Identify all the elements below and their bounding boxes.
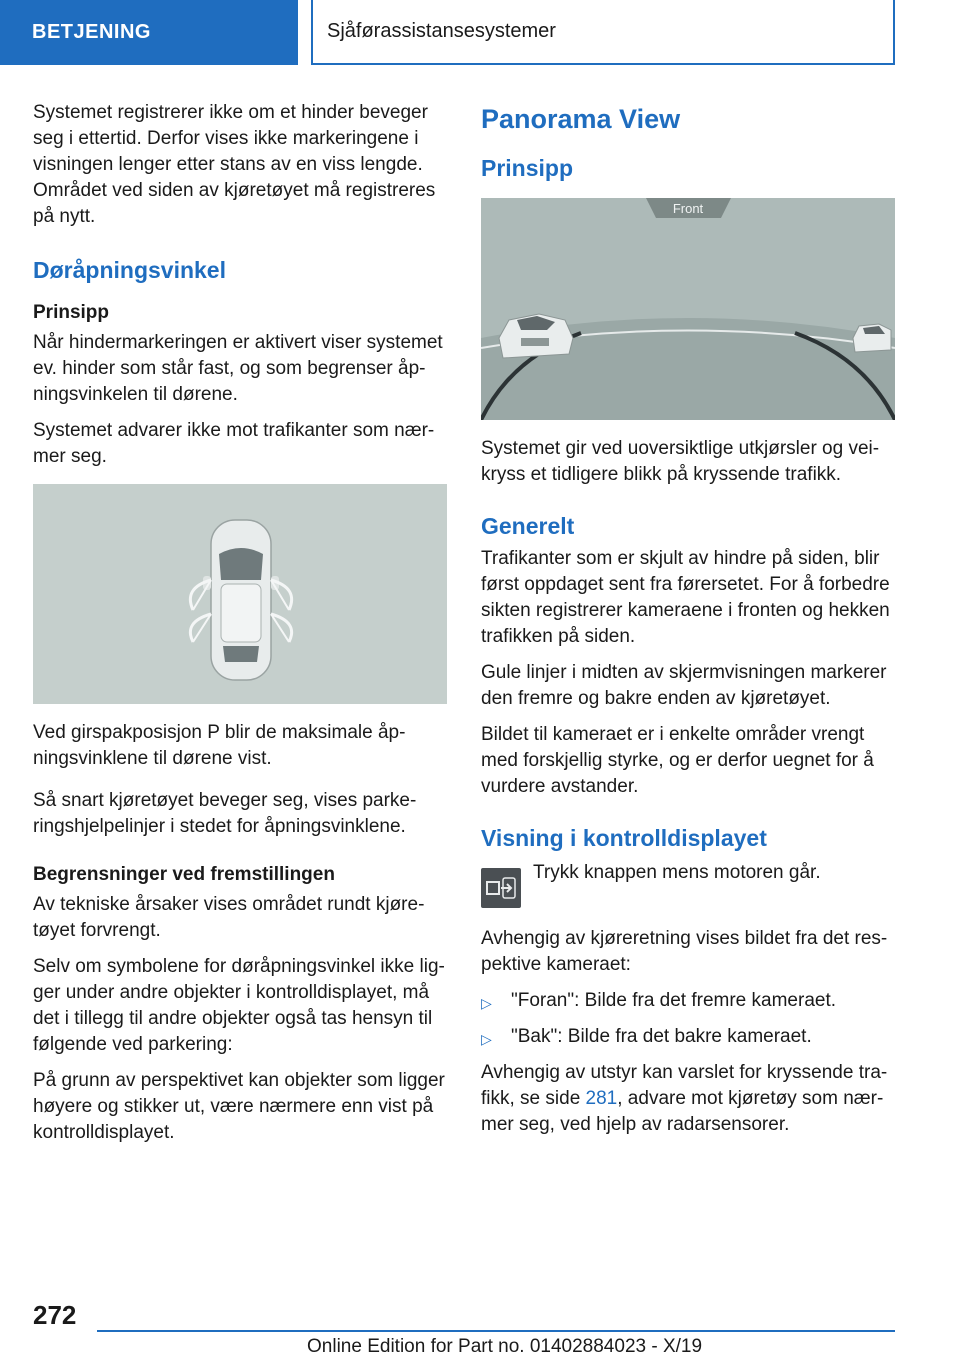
principle-paragraph-1: Når hindermarkeringen er aktivert viser systemet ev. hinder som står fast, og som begrenser åpningsvinkelen til dørene. xyxy=(33,332,443,405)
panorama-figure xyxy=(481,198,895,420)
limits-subheading: Begrensninger ved fremstillingen xyxy=(33,864,335,885)
list-item xyxy=(481,988,895,1016)
limits-paragraph-1: Av tekniske årsaker vises området rundt kjøretøyet forvrengt. xyxy=(33,894,425,941)
chapter-tab xyxy=(311,0,895,65)
general-paragraph-1: Trafikanter som er skjult av hindre på siden, blir først oppdaget sent fra førersetet. For å forbedre sikten registrerer kameraene i fronten og hekken trafikken på siden. xyxy=(481,548,890,647)
front-label: Front xyxy=(672,201,704,216)
right-column xyxy=(481,100,895,1148)
triangle-bullet-icon: ▷ xyxy=(481,995,492,1011)
footer-divider xyxy=(97,1330,895,1332)
door-angle-figure xyxy=(33,484,447,704)
triangle-bullet-icon: ▷ xyxy=(481,1031,492,1047)
camera-button-icon xyxy=(481,868,521,908)
equipment-paragraph: Avhengig av utstyr kan varslet for kryssende trafikk, se side 281, advare mot kjøretøy som nærmer seg, ved hjelp av radarsensorer. xyxy=(481,1062,888,1135)
general-heading: Generelt xyxy=(481,513,575,539)
section-tab xyxy=(0,0,298,65)
limits-paragraph-2: Selv om symbolene for døråpningsvinkel ikke ligger under andre objekter i kontrolldisplayet, må det i tillegg til andre objekter også tas hensyn til følgende ved parkering: xyxy=(33,956,445,1055)
button-instruction: Trykk knappen mens motoren går. xyxy=(533,862,821,883)
limits-paragraph-3: På grunn av perspektivet kan objekter som ligger høyere og stikker ut, være nærmere enn vist på kontrolldisplayet. xyxy=(33,1070,445,1143)
panorama-principle-paragraph: Systemet gir ved uoversiktlige utkjørsler og veikryss et tidligere blikk på kryssende trafikk. xyxy=(481,438,880,485)
list-item-text: "Foran": Bilde fra det fremre kameraet. xyxy=(511,990,837,1011)
gear-p-paragraph: Ved girspakposisjon P blir de maksimale åpningsvinklene til dørene vist. xyxy=(33,722,406,769)
display-heading: Visning i kontrolldisplayet xyxy=(481,825,767,851)
general-paragraph-3: Bildet til kameraet er i enkelte områder vrengt med forskjellig styrke, og er derfor uegnet for å vurdere avstander. xyxy=(481,724,874,797)
camera-button-row xyxy=(481,860,895,908)
direction-paragraph: Avhengig av kjøreretning vises bildet fra det respektive kameraet: xyxy=(481,928,888,975)
door-angle-heading: Døråpningsvinkel xyxy=(33,257,226,283)
moving-paragraph: Så snart kjøretøyet beveger seg, vises parkeringshjelpelinjer i stedet for åpningsvinklene. xyxy=(33,790,417,837)
intro-paragraph: Systemet registrerer ikke om et hinder beveger seg i ettertid. Derfor vises ikke markeringene i visningen lenger etter stans av en viss lengde. Området ved siden av kjøretøyet må registreres på nytt. xyxy=(33,102,436,227)
list-item xyxy=(481,1024,895,1052)
section-title: BETJENING xyxy=(32,21,151,43)
left-column xyxy=(33,100,447,1156)
page-reference-link[interactable]: 281 xyxy=(585,1088,618,1109)
edition-footer: Online Edition for Part no. 01402884023 - X/19 xyxy=(307,1336,703,1357)
chapter-title: Sjåførassistansesystemer xyxy=(327,20,556,42)
panorama-heading: Panorama View xyxy=(481,104,681,134)
principle-subheading: Prinsipp xyxy=(33,302,110,323)
general-paragraph-2: Gule linjer i midten av skjermvisningen markerer den fremre og bakre enden av kjøretøyet. xyxy=(481,662,887,709)
list-item-text: "Bak": Bilde fra det bakre kameraet. xyxy=(511,1026,812,1047)
principle-paragraph-2: Systemet advarer ikke mot trafikanter som nærmer seg. xyxy=(33,420,435,467)
principle-heading: Prinsipp xyxy=(481,155,574,181)
page-number: 272 xyxy=(33,1300,77,1330)
